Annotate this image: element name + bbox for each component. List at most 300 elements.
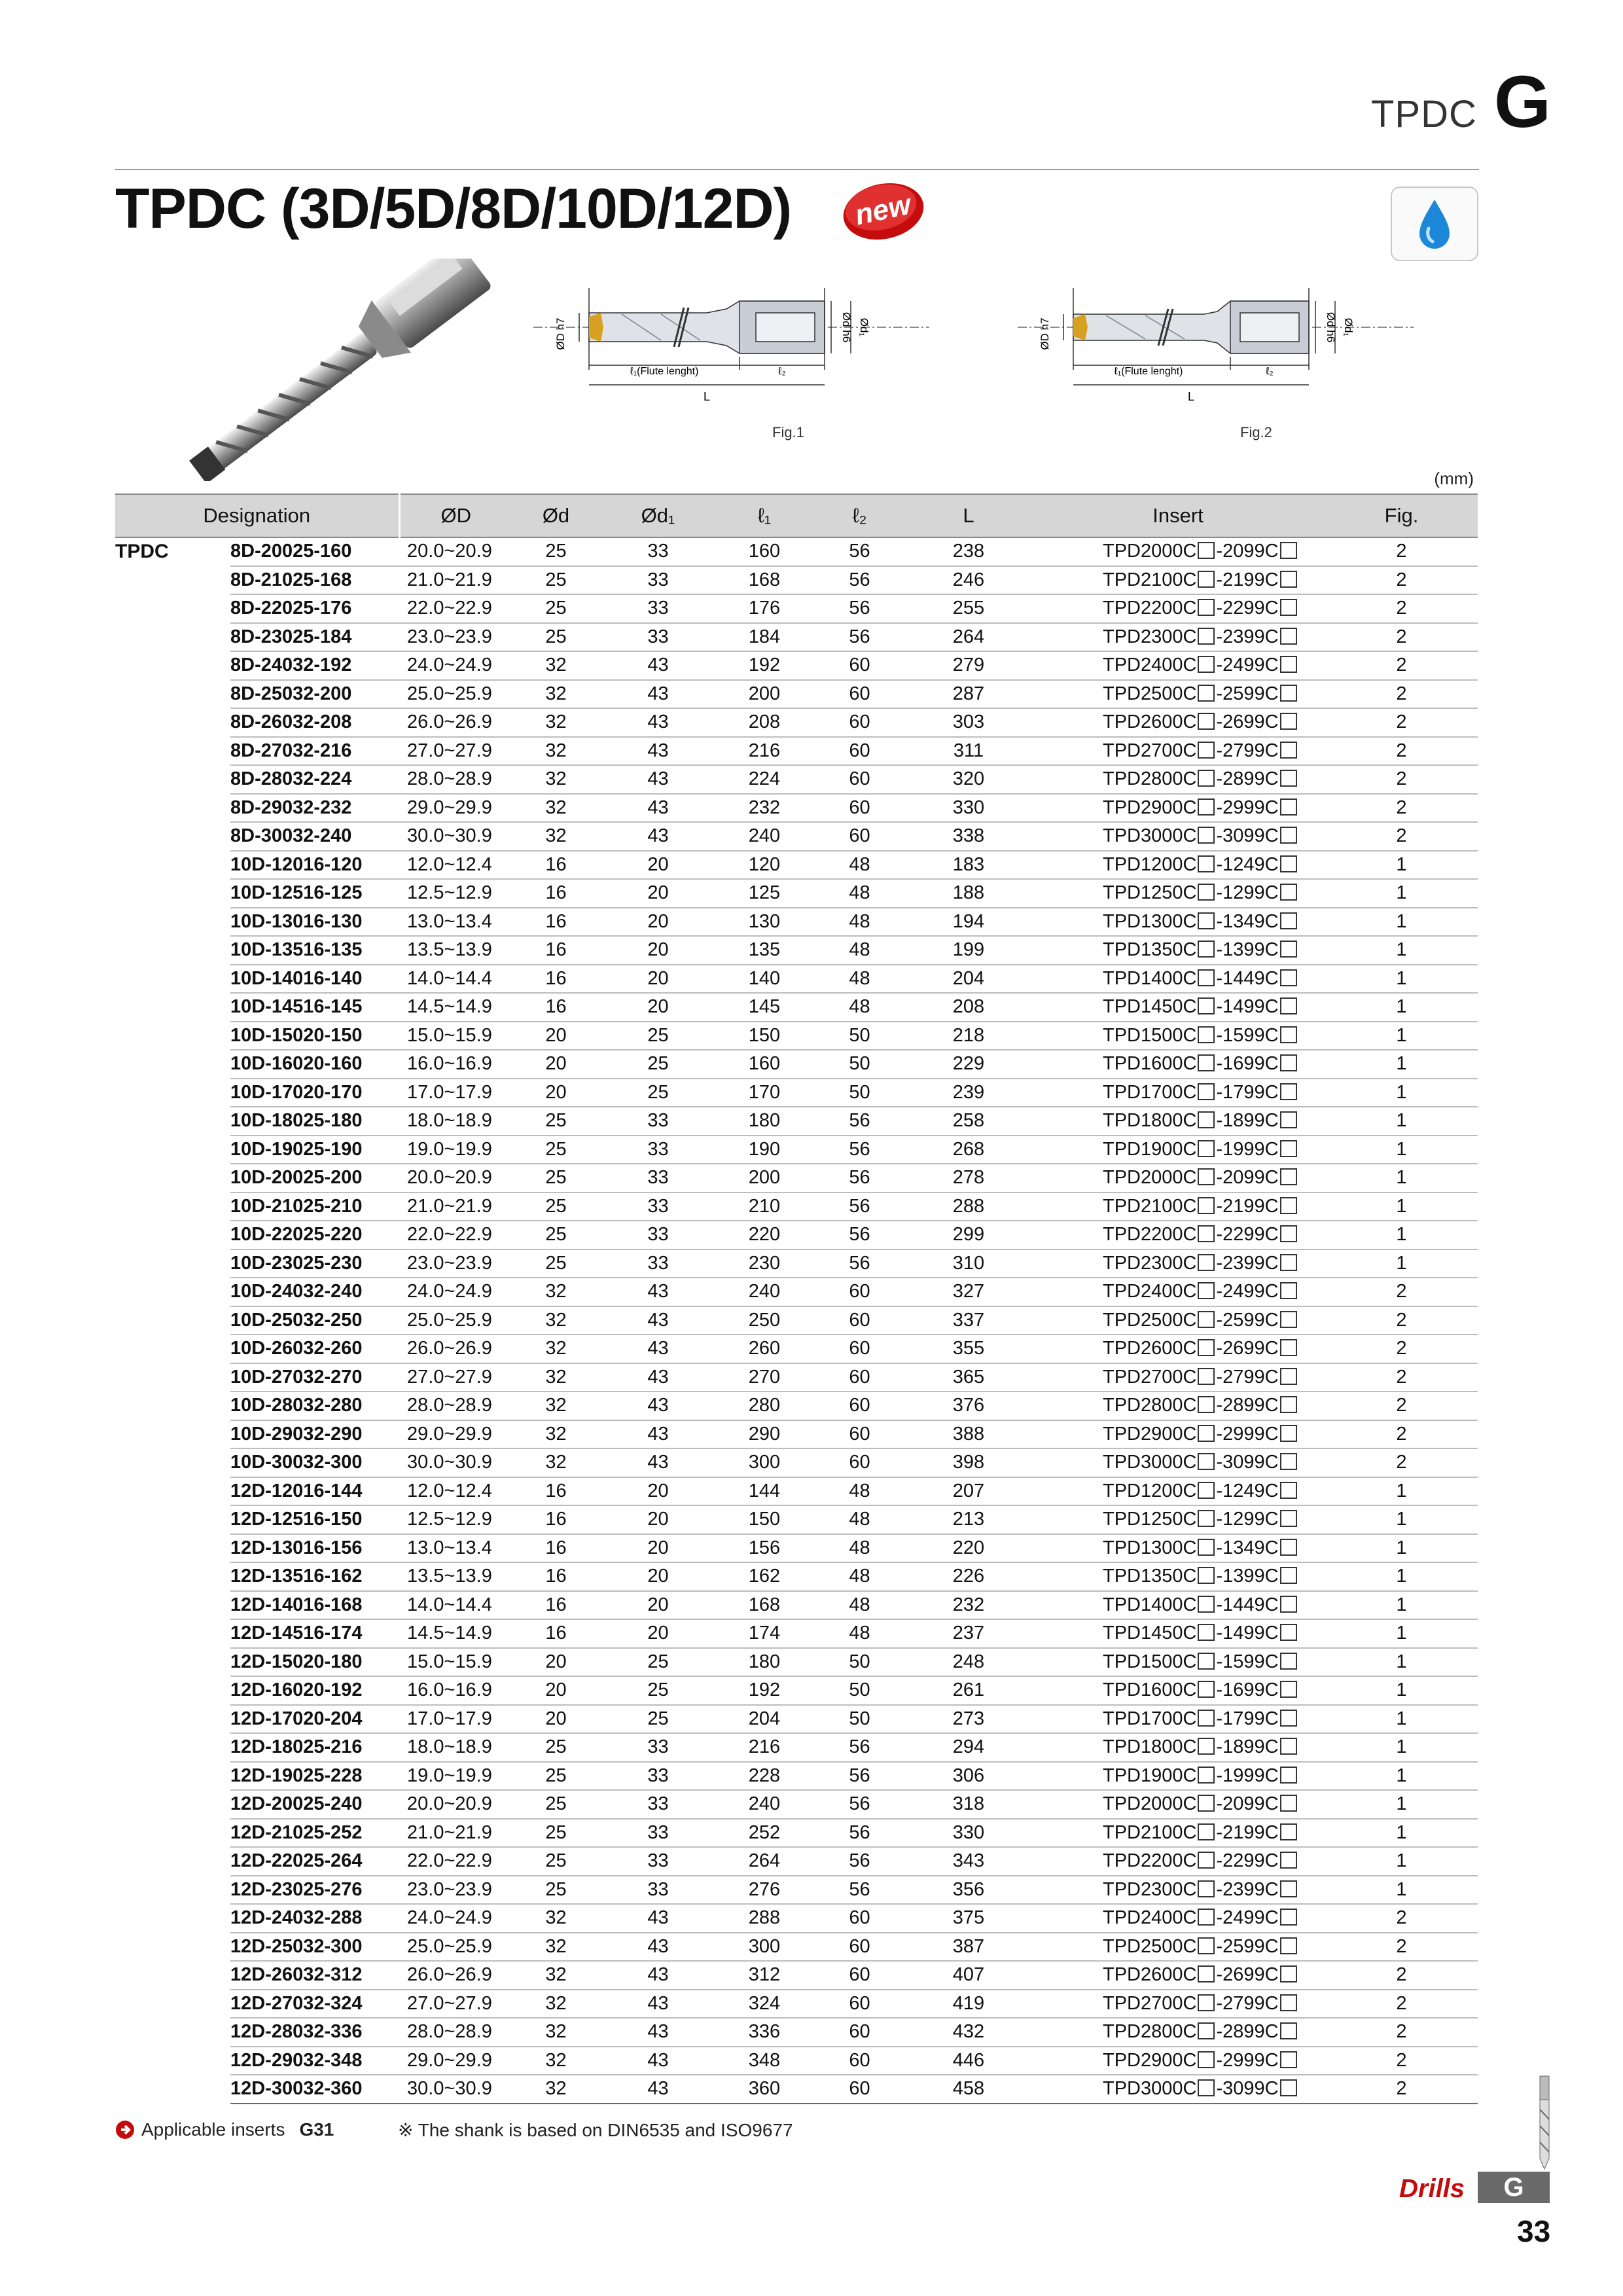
figure-ref-cell: 1 xyxy=(1325,1249,1478,1278)
table-header-row xyxy=(115,494,1478,537)
table-row xyxy=(115,1306,1478,1335)
designation-cell: 12D-28032-336 xyxy=(230,2018,399,2047)
grade-placeholder-box xyxy=(1280,599,1297,616)
figure-ref-cell: 1 xyxy=(1325,1477,1478,1506)
diameter-d1-cell: 43 xyxy=(600,680,716,709)
flute-length-cell: 210 xyxy=(716,1193,813,1221)
insert-code-start: TPD1200C xyxy=(1103,853,1197,875)
grade-placeholder-box xyxy=(1198,1083,1215,1100)
header-d1: Ød₁ xyxy=(600,494,716,537)
diameter-d1-cell: 43 xyxy=(600,1335,716,1363)
table-row xyxy=(115,1762,1478,1791)
grade-placeholder-box xyxy=(1280,1396,1297,1413)
diameter-D-cell: 26.0~26.9 xyxy=(399,1961,512,1990)
insert-cell xyxy=(1031,794,1325,823)
insert-cell xyxy=(1031,623,1325,652)
insert-cell xyxy=(1031,1790,1325,1819)
table-row xyxy=(115,1107,1478,1136)
diameter-d-cell: 32 xyxy=(512,1306,600,1335)
grade-placeholder-box xyxy=(1280,1539,1297,1556)
diameter-d1-cell: 33 xyxy=(600,1249,716,1278)
grade-placeholder-box xyxy=(1198,1140,1215,1157)
overall-length-cell: 458 xyxy=(906,2075,1031,2104)
diameter-d1-cell: 33 xyxy=(600,566,716,595)
shank-length-cell: 48 xyxy=(813,936,906,965)
designation-cell: 8D-20025-160 xyxy=(230,537,399,566)
diameter-d-cell: 32 xyxy=(512,680,600,709)
flute-length-cell: 140 xyxy=(716,965,813,994)
insert-code-end: -2199C xyxy=(1216,1821,1279,1843)
flute-length-cell: 300 xyxy=(716,1448,813,1477)
designation-cell: 10D-25032-250 xyxy=(230,1306,399,1335)
diameter-d1-cell: 20 xyxy=(600,1619,716,1648)
insert-code-start: TPD2900C xyxy=(1103,1423,1197,1444)
diameter-d1-cell: 25 xyxy=(600,1079,716,1107)
diameter-d-cell: 25 xyxy=(512,623,600,652)
designation-cell: 8D-30032-240 xyxy=(230,822,399,851)
overall-length-cell: 279 xyxy=(906,651,1031,680)
diameter-D-cell: 18.0~18.9 xyxy=(399,1733,512,1762)
figure-ref-cell: 1 xyxy=(1325,1534,1478,1563)
table-row xyxy=(115,1249,1478,1278)
applicable-inserts-ref[interactable]: G31 xyxy=(299,2119,334,2140)
designation-cell: 12D-12016-144 xyxy=(230,1477,399,1506)
shank-length-cell: 48 xyxy=(813,1505,906,1534)
grade-placeholder-box xyxy=(1280,1624,1297,1641)
header-d: Ød xyxy=(512,494,600,537)
diameter-d1-cell: 25 xyxy=(600,1050,716,1079)
diameter-d1-cell: 33 xyxy=(600,1762,716,1791)
unit-label: (mm) xyxy=(1434,469,1474,488)
figure-ref-cell: 2 xyxy=(1325,1933,1478,1962)
diameter-d-cell: 20 xyxy=(512,1648,600,1677)
diameter-d1-cell: 25 xyxy=(600,1705,716,1734)
table-row xyxy=(115,737,1478,766)
diameter-d-cell: 25 xyxy=(512,1790,600,1819)
insert-code-end: -1499C xyxy=(1216,1623,1279,1644)
insert-code-start: TPD2000C xyxy=(1103,541,1197,562)
figure-ref-cell: 1 xyxy=(1325,965,1478,994)
diameter-d-cell: 25 xyxy=(512,1876,600,1905)
insert-code-start: TPD2100C xyxy=(1103,569,1197,590)
figure-ref-cell: 2 xyxy=(1325,2047,1478,2075)
insert-cell xyxy=(1031,737,1325,766)
section-letter: G xyxy=(1493,61,1551,143)
grade-placeholder-box xyxy=(1198,1225,1215,1242)
grade-placeholder-box xyxy=(1198,2079,1215,2096)
group-label: TPDC xyxy=(115,541,169,562)
insert-code-start: TPD2600C xyxy=(1103,711,1197,733)
grade-placeholder-box xyxy=(1280,1311,1297,1328)
diameter-D-cell: 24.0~24.9 xyxy=(399,651,512,680)
header-insert: Insert xyxy=(1031,494,1325,537)
diameter-d1-cell: 43 xyxy=(600,737,716,766)
shank-length-cell: 60 xyxy=(813,651,906,680)
diameter-D-cell: 22.0~22.9 xyxy=(399,594,512,623)
insert-code-end: -1799C xyxy=(1216,1081,1279,1103)
insert-code-end: -2699C xyxy=(1216,711,1279,733)
arrow-circle-icon xyxy=(115,2120,135,2140)
grade-placeholder-box xyxy=(1280,1083,1297,1100)
diameter-d1-cell: 43 xyxy=(600,651,716,680)
grade-placeholder-box xyxy=(1198,855,1215,872)
diameter-D-cell: 14.0~14.4 xyxy=(399,1591,512,1620)
figure-ref-cell: 1 xyxy=(1325,1705,1478,1734)
diameter-d-cell: 25 xyxy=(512,1733,600,1762)
overall-length-cell: 246 xyxy=(906,566,1031,595)
shank-note: ※ The shank is based on DIN6535 and ISO9677 xyxy=(398,2120,793,2140)
diameter-D-cell: 27.0~27.9 xyxy=(399,1363,512,1392)
insert-cell xyxy=(1031,1819,1325,1848)
grade-placeholder-box xyxy=(1280,1111,1297,1128)
insert-code-start: TPD1300C xyxy=(1103,1537,1197,1558)
insert-code-start: TPD2300C xyxy=(1103,626,1197,647)
fig1-label-l1: ℓ₁(Flute lenght) xyxy=(630,366,699,377)
table-row xyxy=(115,623,1478,652)
diameter-d1-cell: 33 xyxy=(600,1876,716,1905)
overall-length-cell: 229 xyxy=(906,1050,1031,1079)
figure-ref-cell: 1 xyxy=(1325,908,1478,937)
insert-cell xyxy=(1031,1249,1325,1278)
insert-code-end: -2399C xyxy=(1216,626,1279,647)
flute-length-cell: 324 xyxy=(716,1990,813,2018)
drill-side-icon xyxy=(1531,2073,1558,2172)
diameter-d-cell: 20 xyxy=(512,1676,600,1705)
grade-placeholder-box xyxy=(1198,2051,1215,2068)
insert-code-start: TPD3000C xyxy=(1103,2078,1197,2100)
flute-length-cell: 276 xyxy=(716,1876,813,1905)
diameter-d1-cell: 43 xyxy=(600,1904,716,1933)
flute-length-cell: 270 xyxy=(716,1363,813,1392)
diameter-D-cell: 16.0~16.9 xyxy=(399,1676,512,1705)
insert-code-end: -1999C xyxy=(1216,1765,1279,1786)
flute-length-cell: 168 xyxy=(716,566,813,595)
insert-code-start: TPD1200C xyxy=(1103,1480,1197,1501)
diameter-D-cell: 18.0~18.9 xyxy=(399,1107,512,1136)
fig1-label-D: ØD h7 xyxy=(554,317,567,350)
diameter-D-cell: 23.0~23.9 xyxy=(399,623,512,652)
insert-code-end: -1249C xyxy=(1216,1480,1279,1501)
designation-cell: 12D-17020-204 xyxy=(230,1705,399,1734)
diameter-d-cell: 16 xyxy=(512,851,600,880)
figure-ref-cell: 1 xyxy=(1325,1819,1478,1848)
designation-cell: 10D-15020-150 xyxy=(230,1022,399,1050)
figure-ref-cell: 1 xyxy=(1325,879,1478,908)
insert-code-start: TPD2200C xyxy=(1103,598,1197,619)
page-number: 33 xyxy=(1517,2214,1551,2248)
drill-product-image xyxy=(144,259,524,481)
figure-ref-cell: 2 xyxy=(1325,1335,1478,1363)
overall-length-cell: 207 xyxy=(906,1477,1031,1506)
grade-placeholder-box xyxy=(1198,1510,1215,1527)
insert-code-start: TPD2600C xyxy=(1103,1964,1197,1986)
diameter-D-cell: 24.0~24.9 xyxy=(399,1904,512,1933)
flute-length-cell: 174 xyxy=(716,1619,813,1648)
figure-ref-cell: 2 xyxy=(1325,566,1478,595)
insert-cell xyxy=(1031,1562,1325,1591)
shank-length-cell: 60 xyxy=(813,1933,906,1962)
insert-code-start: TPD1900C xyxy=(1103,1765,1197,1786)
diameter-d-cell: 25 xyxy=(512,1819,600,1848)
insert-code-start: TPD2000C xyxy=(1103,1167,1197,1189)
figure-ref-cell: 2 xyxy=(1325,1391,1478,1420)
overall-length-cell: 387 xyxy=(906,1933,1031,1962)
insert-code-end: -1299C xyxy=(1216,1509,1279,1530)
figure-ref-cell: 2 xyxy=(1325,794,1478,823)
grade-placeholder-box xyxy=(1198,1111,1215,1128)
diameter-d-cell: 16 xyxy=(512,1505,600,1534)
figure-ref-cell: 1 xyxy=(1325,851,1478,880)
overall-length-cell: 407 xyxy=(906,1961,1031,1990)
table-row xyxy=(115,566,1478,595)
diameter-D-cell: 12.0~12.4 xyxy=(399,1477,512,1506)
diameter-d-cell: 20 xyxy=(512,1079,600,1107)
diameter-D-cell: 30.0~30.9 xyxy=(399,2075,512,2104)
figure-ref-cell: 2 xyxy=(1325,2075,1478,2104)
grade-placeholder-box xyxy=(1198,827,1215,844)
shank-length-cell: 60 xyxy=(813,2047,906,2075)
insert-code-start: TPD1800C xyxy=(1103,1736,1197,1758)
insert-code-end: -1899C xyxy=(1216,1110,1279,1132)
grade-placeholder-box xyxy=(1280,1795,1297,1812)
shank-length-cell: 60 xyxy=(813,1420,906,1449)
overall-length-cell: 343 xyxy=(906,1847,1031,1876)
overall-length-cell: 299 xyxy=(906,1221,1031,1249)
flute-length-cell: 168 xyxy=(716,1591,813,1620)
diameter-D-cell: 29.0~29.9 xyxy=(399,2047,512,2075)
insert-code-end: -2599C xyxy=(1216,1935,1279,1957)
diameter-d-cell: 25 xyxy=(512,566,600,595)
shank-length-cell: 60 xyxy=(813,1990,906,2018)
figure-ref-cell: 1 xyxy=(1325,1221,1478,1249)
diameter-d-cell: 32 xyxy=(512,765,600,794)
fig2-label-D: ØD h7 xyxy=(1039,317,1051,350)
insert-cell xyxy=(1031,879,1325,908)
figure-ref-cell: 1 xyxy=(1325,1107,1478,1136)
diameter-d1-cell: 20 xyxy=(600,851,716,880)
figure-ref-cell: 1 xyxy=(1325,1193,1478,1221)
insert-code-end: -1899C xyxy=(1216,1736,1279,1758)
insert-code-end: -2499C xyxy=(1216,1281,1279,1302)
diameter-D-cell: 29.0~29.9 xyxy=(399,1420,512,1449)
grade-placeholder-box xyxy=(1198,628,1215,645)
shank-length-cell: 48 xyxy=(813,1477,906,1506)
diameter-d-cell: 25 xyxy=(512,1249,600,1278)
grade-placeholder-box xyxy=(1198,599,1215,616)
overall-length-cell: 388 xyxy=(906,1420,1031,1449)
grade-placeholder-box xyxy=(1198,1282,1215,1299)
overall-length-cell: 258 xyxy=(906,1107,1031,1136)
grade-placeholder-box xyxy=(1280,1738,1297,1755)
flute-length-cell: 240 xyxy=(716,1278,813,1306)
grade-placeholder-box xyxy=(1280,827,1297,844)
designation-cell: 10D-24032-240 xyxy=(230,1278,399,1306)
insert-code-start: TPD2500C xyxy=(1103,1935,1197,1957)
insert-code-start: TPD1600C xyxy=(1103,1053,1197,1075)
diameter-D-cell: 21.0~21.9 xyxy=(399,1193,512,1221)
grade-placeholder-box xyxy=(1198,1965,1215,1982)
diameter-D-cell: 12.0~12.4 xyxy=(399,851,512,880)
overall-length-cell: 188 xyxy=(906,879,1031,908)
insert-cell xyxy=(1031,1448,1325,1477)
section-header xyxy=(1370,61,1551,143)
insert-code-start: TPD1500C xyxy=(1103,1651,1197,1672)
shank-length-cell: 48 xyxy=(813,1591,906,1620)
insert-code-start: TPD1500C xyxy=(1103,1024,1197,1046)
shank-length-cell: 50 xyxy=(813,1050,906,1079)
grade-placeholder-box xyxy=(1198,912,1215,929)
insert-code-end: -2599C xyxy=(1216,1309,1279,1331)
insert-cell xyxy=(1031,1107,1325,1136)
diameter-D-cell: 28.0~28.9 xyxy=(399,2018,512,2047)
designation-cell: 12D-25032-300 xyxy=(230,1933,399,1962)
designation-cell: 12D-13516-162 xyxy=(230,1562,399,1591)
fig2-label-d1: Ød₁ xyxy=(1342,317,1355,337)
grade-placeholder-box xyxy=(1280,912,1297,929)
insert-cell xyxy=(1031,1278,1325,1306)
designation-cell: 8D-21025-168 xyxy=(230,566,399,595)
diameter-d1-cell: 20 xyxy=(600,965,716,994)
diameter-d1-cell: 20 xyxy=(600,1591,716,1620)
grade-placeholder-box xyxy=(1198,542,1215,559)
flute-length-cell: 180 xyxy=(716,1648,813,1677)
diameter-d1-cell: 33 xyxy=(600,1107,716,1136)
diameter-d-cell: 16 xyxy=(512,908,600,937)
insert-code-end: -1349C xyxy=(1216,910,1279,932)
insert-code-start: TPD2700C xyxy=(1103,740,1197,761)
table-row xyxy=(115,651,1478,680)
designation-cell: 10D-20025-200 xyxy=(230,1164,399,1193)
insert-code-start: TPD3000C xyxy=(1103,1452,1197,1473)
overall-length-cell: 310 xyxy=(906,1249,1031,1278)
diameter-d1-cell: 43 xyxy=(600,1391,716,1420)
insert-cell xyxy=(1031,594,1325,623)
grade-placeholder-box xyxy=(1198,941,1215,958)
table-row xyxy=(115,1876,1478,1905)
overall-length-cell: 446 xyxy=(906,2047,1031,2075)
grade-placeholder-box xyxy=(1280,628,1297,645)
flute-length-cell: 252 xyxy=(716,1819,813,1848)
fig1-label-L: L xyxy=(703,390,711,403)
grade-placeholder-box xyxy=(1280,770,1297,787)
diameter-d-cell: 32 xyxy=(512,1990,600,2018)
diameter-d1-cell: 43 xyxy=(600,2018,716,2047)
insert-code-end: -1349C xyxy=(1216,1537,1279,1558)
diameter-d1-cell: 33 xyxy=(600,1136,716,1164)
shank-length-cell: 60 xyxy=(813,708,906,737)
diameter-d1-cell: 20 xyxy=(600,908,716,937)
overall-length-cell: 356 xyxy=(906,1876,1031,1905)
grade-placeholder-box xyxy=(1280,1026,1297,1043)
diameter-d-cell: 32 xyxy=(512,651,600,680)
insert-code-end: -2799C xyxy=(1216,1366,1279,1388)
shank-length-cell: 56 xyxy=(813,1107,906,1136)
diameter-d-cell: 16 xyxy=(512,965,600,994)
grade-placeholder-box xyxy=(1198,1767,1215,1784)
flute-length-cell: 220 xyxy=(716,1221,813,1249)
header-D: ØD xyxy=(399,494,512,537)
insert-cell xyxy=(1031,1079,1325,1107)
grade-placeholder-box xyxy=(1198,1823,1215,1840)
diameter-D-cell: 23.0~23.9 xyxy=(399,1249,512,1278)
diameter-d1-cell: 43 xyxy=(600,1961,716,1990)
grade-placeholder-box xyxy=(1280,571,1297,588)
shank-length-cell: 56 xyxy=(813,1733,906,1762)
figure-ref-cell: 1 xyxy=(1325,1790,1478,1819)
designation-cell: 12D-12516-150 xyxy=(230,1505,399,1534)
insert-code-start: TPD2700C xyxy=(1103,1992,1197,2014)
insert-code-end: -2499C xyxy=(1216,655,1279,676)
grade-placeholder-box xyxy=(1280,1225,1297,1242)
figure-ref-cell: 2 xyxy=(1325,1278,1478,1306)
designation-cell: 10D-18025-180 xyxy=(230,1107,399,1136)
insert-cell xyxy=(1031,2018,1325,2047)
insert-cell xyxy=(1031,1534,1325,1563)
shank-length-cell: 56 xyxy=(813,1136,906,1164)
grade-placeholder-box xyxy=(1198,1909,1215,1926)
flute-length-cell: 230 xyxy=(716,1249,813,1278)
grade-placeholder-box xyxy=(1280,1140,1297,1157)
designation-cell: 10D-13016-130 xyxy=(230,908,399,937)
insert-code-start: TPD2300C xyxy=(1103,1252,1197,1274)
diameter-d-cell: 32 xyxy=(512,2075,600,2104)
shank-length-cell: 56 xyxy=(813,594,906,623)
insert-code-start: TPD2500C xyxy=(1103,683,1197,704)
insert-code-end: -3099C xyxy=(1216,2078,1279,2100)
overall-length-cell: 311 xyxy=(906,737,1031,766)
diameter-D-cell: 30.0~30.9 xyxy=(399,822,512,851)
figure-ref-cell: 1 xyxy=(1325,1050,1478,1079)
flute-length-cell: 300 xyxy=(716,1933,813,1962)
diameter-d1-cell: 43 xyxy=(600,708,716,737)
diameter-d-cell: 32 xyxy=(512,1278,600,1306)
diameter-d1-cell: 33 xyxy=(600,594,716,623)
grade-placeholder-box xyxy=(1198,1624,1215,1641)
grade-placeholder-box xyxy=(1280,742,1297,759)
insert-code-start: TPD2200C xyxy=(1103,1224,1197,1246)
flute-length-cell: 144 xyxy=(716,1477,813,1506)
diameter-d1-cell: 33 xyxy=(600,537,716,566)
flute-length-cell: 135 xyxy=(716,936,813,965)
insert-cell xyxy=(1031,1733,1325,1762)
insert-code-start: TPD1400C xyxy=(1103,1594,1197,1615)
flute-length-cell: 280 xyxy=(716,1391,813,1420)
grade-placeholder-box xyxy=(1198,798,1215,816)
insert-cell xyxy=(1031,1306,1325,1335)
insert-code-end: -2799C xyxy=(1216,740,1279,761)
flute-length-cell: 160 xyxy=(716,1050,813,1079)
shank-length-cell: 48 xyxy=(813,879,906,908)
grade-placeholder-box xyxy=(1198,1425,1215,1442)
table-row xyxy=(115,1420,1478,1449)
insert-code-start: TPD2800C xyxy=(1103,1395,1197,1416)
grade-placeholder-box xyxy=(1198,1567,1215,1584)
shank-length-cell: 48 xyxy=(813,993,906,1022)
grade-placeholder-box xyxy=(1198,1054,1215,1071)
header-L: L xyxy=(906,494,1031,537)
designation-cell: 10D-14516-145 xyxy=(230,993,399,1022)
designation-cell: 10D-28032-280 xyxy=(230,1391,399,1420)
grade-placeholder-box xyxy=(1198,1026,1215,1043)
overall-length-cell: 226 xyxy=(906,1562,1031,1591)
diameter-d-cell: 32 xyxy=(512,1335,600,1363)
table-row xyxy=(115,993,1478,1022)
table-row xyxy=(115,794,1478,823)
designation-cell: 12D-13016-156 xyxy=(230,1534,399,1563)
insert-code-end: -2899C xyxy=(1216,1395,1279,1416)
diameter-d-cell: 32 xyxy=(512,1933,600,1962)
table-row xyxy=(115,708,1478,737)
